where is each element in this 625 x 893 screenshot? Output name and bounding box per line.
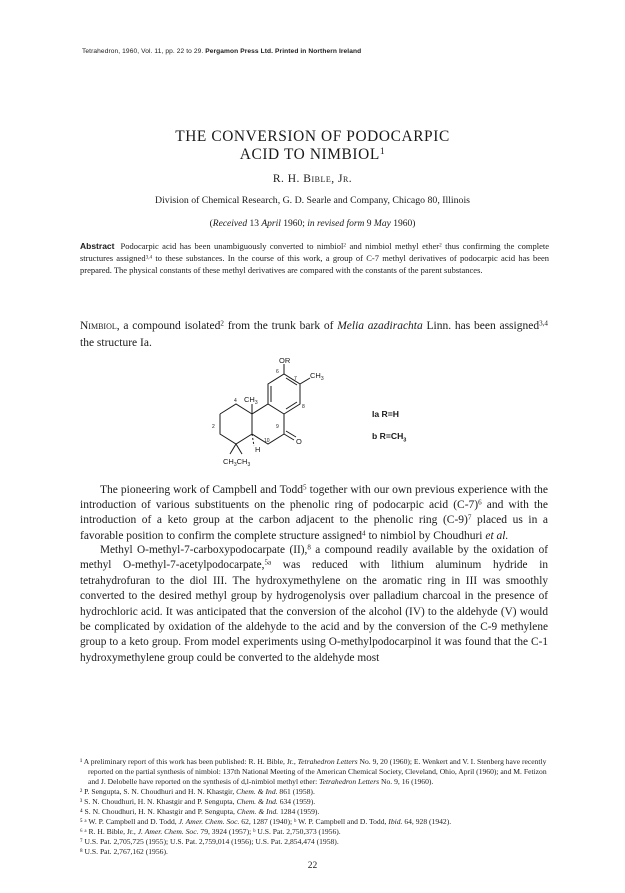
footnote-1: ¹ A preliminary report of this work has been published: R. H. Bible, Jr., Tetrahedron Letters No. 9, 20 (1960); E. Wenkert and V. I. Stenberg have recently reported on the partial synthesis of nimbiol: 137th National Meeting of the American Chemical Society, Cleveland, Ohio, April (1960); and M. Fetizon and J. Delobelle have reported on the synthesis of d,l-nimbiol methyl ether: Tetrahedron Letters No. 9, 16 (1960). — [80, 757, 547, 786]
journal-citation: Tetrahedron, 1960, Vol. 11, pp. 22 to 29. — [82, 48, 204, 55]
structure-legend-a: Ia R=H — [372, 409, 399, 419]
publisher: Pergamon Press Ltd. — [205, 48, 274, 55]
position-6: 6 — [276, 369, 279, 375]
received-dates: (Received 13 April 1960; in revised form 9 May 1960) — [209, 219, 416, 229]
species-name: Melia azadirachta — [337, 320, 423, 332]
position-10: 10 — [264, 438, 270, 444]
atom-ch3-top: $CH_3$ — [310, 371, 324, 382]
affiliation: Division of Chemical Research, G. D. Searle and Company, Chicago 80, Illinois — [155, 195, 470, 206]
atom-h: H — [255, 445, 261, 454]
footnote-2: ² P. Sengupta, S. N. Choudhuri and H. N. Khastgir, Chem. & Ind. 861 (1958). — [80, 787, 315, 796]
position-7: 7 — [294, 376, 297, 382]
position-2: 2 — [212, 424, 215, 430]
title-line-2: ACID TO NIMBIOL$^1$ — [239, 146, 386, 163]
bond-methyl-7 — [300, 378, 310, 384]
body-paragraph-1: The pioneering work of Campbell and Todd$^5$ together with our own previous experience with the introduction of various substituents on the phenolic ring of podocarpic acid $(C-7)^6$ and with the introduction of a keto group at the carbon adjacent to the phenolic ring $(C-9)^7$ placed us in a favorable position to confirm the complete structure assigned$^4$ to nimbiol by Choudhuri et al. — [80, 483, 549, 542]
abstract-label: Abstract — [80, 241, 115, 251]
atom-or: OR — [279, 356, 291, 365]
article-title — [0, 128, 625, 164]
aromatic-double-bond — [286, 402, 297, 409]
atom-ch3-mid: $CH_3$ — [244, 395, 258, 406]
abstract: Abstract Podocarpic acid has been unambiguously converted to nimbiol$^2$ and nimbiol methyl ether$^2$ thus confirming the complete structures assigned$^{3,4}$ to these substances. In the course of this work, a group of C-7 methyl derivatives of podocarpic acid has been prepared. The physical constants of these methyl derivatives are compared with the constants of the parent substances. — [80, 241, 549, 275]
position-9: 9 — [276, 424, 279, 430]
running-head — [82, 48, 361, 55]
atom-o: O — [296, 437, 302, 446]
atom-ch3ch3: $CH_3CH_3$ — [223, 457, 251, 468]
footnote-5: ⁵ ᵃ W. P. Campbell and D. Todd, J. Amer. Chem. Soc. 62, 1287 (1940); ᵇ W. P. Campbell and D. Todd, Ibid. 64, 928 (1942). — [80, 817, 452, 826]
title-line-1: THE CONVERSION OF PODOCARPIC — [175, 128, 450, 145]
structure-legend-b: b $R=CH_3$ — [372, 431, 407, 444]
intro-paragraph: Nimbiol, a compound isolated$^2$ from the trunk bark of Melia azadirachta Linn. has been assigned$^{3,4}$ the structure Ia. — [80, 319, 548, 349]
position-8: 8 — [302, 404, 305, 410]
author: R. H. Bible, Jr. — [272, 173, 353, 185]
structure-labels — [212, 356, 324, 468]
page-number: 22 — [307, 861, 318, 871]
bond-gem-methyl — [230, 444, 236, 454]
printed-note: Printed in Northern Ireland — [275, 48, 362, 55]
footnote-4: ⁴ S. N. Choudhuri, H. N. Khastgir and P. Sengupta, Chem. & Ind. 1284 (1959). — [80, 807, 320, 816]
nimbiol-structure-diagram — [206, 356, 324, 474]
footnote-3: ³ S. N. Choudhuri, H. N. Khastgir and P. Sengupta, Chem. & Ind. 634 (1959). — [80, 797, 316, 806]
footnote-7: ⁷ U.S. Pat. 2,705,725 (1955); U.S. Pat. 2,759,014 (1956); U.S. Pat. 2,854,474 (1958). — [80, 837, 339, 846]
compound-name: Nimbiol — [80, 320, 117, 332]
bond-h-hash — [252, 434, 254, 446]
footnotes — [80, 757, 550, 857]
author-surname: Bible, Jr. — [303, 173, 353, 185]
ring-a — [220, 404, 252, 444]
position-4: 4 — [234, 398, 237, 404]
body-paragraph-2: Methyl O-methyl-7-carboxypodocarpate (II),$^8$ a compound readily available by the oxidation of methyl O-methyl-7-acetylpodocarpate,$^{5a}$ was reduced with lithium aluminum hydride in tetrahydrofuran to the diol III. The hydroxymethylene on the aromatic ring in III was smoothly converted to the desired methyl group by hydrogenolysis over palladium charcoal in the presence of hydrochloric acid. It was anticipated that the conversion of the alcohol (IV) to the aldehyde (V) would be complicated by oxidation of the aldehyde to the acid and by the conversion of the C-9 methylene group to a keto group. From model experiments using O-methylpodocarpinol it was found that the C-1 hydroxymethylene group could be converted to the aldehyde most — [80, 543, 548, 664]
footnote-6: ⁶ ᵃ R. H. Bible, Jr., J. Amer. Chem. Soc. 79, 3924 (1957); ᵇ U.S. Pat. 2,750,373 (1956). — [80, 827, 341, 836]
footnote-ref: 1 — [379, 146, 386, 158]
bond-gem-methyl — [236, 444, 242, 454]
footnote-8: ⁸ U.S. Pat. 2,767,162 (1956). — [80, 847, 168, 856]
